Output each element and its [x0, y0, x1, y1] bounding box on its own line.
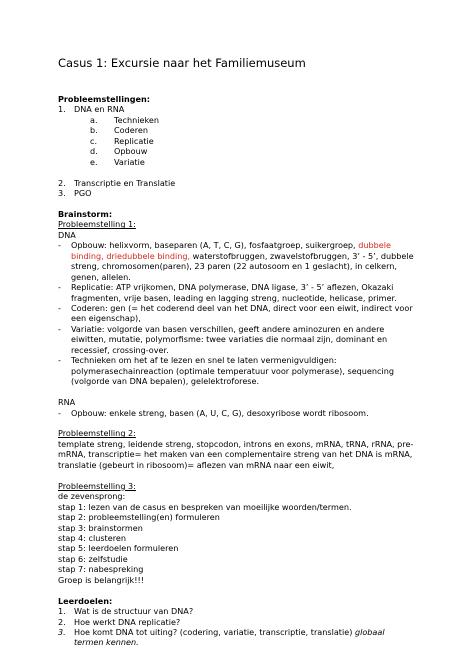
bullet-text: Opbouw: enkele streng, basen (A, U, C, G), desoxyribose wordt ribosoom.: [71, 407, 369, 418]
document-body: [58, 94, 418, 648]
step-line: stap 7: nabespreking: [58, 564, 144, 575]
step-line: Groep is belangrijk!!!: [58, 574, 144, 585]
sub-list-item: [58, 157, 418, 167]
list-text: Transcriptie en Translatie: [74, 177, 176, 188]
sub-list-item: [58, 136, 418, 146]
list-text: DNA en RNA: [74, 104, 125, 115]
list-number: 2.: [58, 616, 66, 627]
list-item: [58, 188, 418, 198]
list-item: [58, 606, 418, 616]
opbouw-text-start: Opbouw: helixvorm, baseparen (A, T, C, G), fosfaatgroep, suikergroep,: [71, 240, 359, 251]
sub-text: Variatie: [114, 156, 145, 167]
leerdoel-3-text: Hoe komt DNA tot uiting? (codering, variatie, transcriptie, translatie): [74, 627, 355, 638]
bullet-dash: -: [58, 282, 61, 293]
opbouw-text-end: waterstofbruggen, zwavelstofbruggen, 3’ - 5’, dubbele streng, chromosomen(paren), 23 paren (22 autosoom en 1 geslacht), in celkern, genen, allelen.: [71, 250, 414, 282]
bullet-dash: -: [58, 323, 61, 334]
list-number: 1.: [58, 104, 66, 115]
sub-letter: b.: [90, 125, 98, 136]
step-line: stap 6: zelfstudie: [58, 553, 128, 564]
step-line: de zevensprong:: [58, 491, 126, 502]
list-item: [58, 617, 418, 627]
probleemstelling-1-label: Probleemstelling 1:: [58, 219, 136, 230]
step-line: stap 5: leerdoelen formuleren: [58, 543, 179, 554]
bullet-item: [58, 355, 418, 386]
bullet-text: Technieken om het af te lezen en snel te laten vermenigvuldigen: polymerasechainreaction (optimale temperatuur voor polymerase), sequencing (volgorde van DNA bepalen), gelelektroforese.: [71, 355, 395, 387]
sub-letter: c.: [90, 135, 98, 146]
probleemstelling-2-label: Probleemstelling 2:: [58, 428, 136, 439]
brainstorm-heading: Brainstorm:: [58, 208, 113, 219]
probleemstellingen-heading: Probleemstellingen:: [58, 94, 151, 104]
list-number: 3.: [58, 627, 66, 638]
document-title: Casus 1: Excursie naar het Familiemuseum: [58, 56, 306, 70]
sub-letter: a.: [90, 114, 98, 125]
bullet-dash: -: [58, 240, 61, 251]
bullet-item: [58, 282, 418, 303]
step-line: stap 1: lezen van de casus en bespreken van moeilijke woorden/termen.: [58, 501, 352, 512]
bullet-text: Coderen: gen (= het coderend deel van het DNA, direct voor een eiwit, indirect voor een eigenschap),: [71, 303, 413, 324]
list-number: 2.: [58, 177, 66, 188]
list-item: [58, 178, 418, 188]
list-text: Wat is de structuur van DNA?: [74, 606, 194, 617]
list-item: [58, 104, 418, 114]
bullet-item: [58, 408, 418, 418]
leerdoel-3-italic: globaal termen kennen.: [74, 627, 385, 648]
bullet-text: [71, 240, 418, 282]
sub-text: Technieken: [114, 114, 159, 125]
step-line: stap 4: clusteren: [58, 532, 126, 543]
leerdoelen-heading: Leerdoelen:: [58, 595, 113, 606]
sub-list-item: [58, 125, 418, 135]
rna-label: RNA: [58, 397, 76, 408]
list-text: Hoe werkt DNA replicatie?: [74, 616, 181, 627]
opbouw-highlight: dubbele binding, driedubbele binding,: [71, 240, 391, 261]
sub-text: Opbouw: [114, 146, 148, 157]
probleemstelling-3-label: Probleemstelling 3:: [58, 480, 136, 491]
step-line: stap 2: probleemstelling(en) formuleren: [58, 512, 220, 523]
sub-text: Replicatie: [114, 135, 154, 146]
dna-label: DNA: [58, 229, 76, 240]
bullet-dash: -: [58, 303, 61, 314]
list-number: 1.: [58, 606, 66, 617]
sub-letter: e.: [90, 156, 98, 167]
list-item: [58, 627, 418, 648]
probleemstelling-2-text: template streng, leidende streng, stopcodon, introns en exons, mRNA, tRNA, rRNA, pre-mRNA, transcriptie= het maken van een complementaire streng van het DNA is mRNA, translatie (gebeurt in ribosoom)= aflezen van mRNA naar een eiwit,: [58, 438, 414, 470]
bullet-text: Replicatie: ATP vrijkomen, DNA polymerase, DNA ligase, 3’ - 5’ aflezen, Okazaki fragmenten, vrije basen, leading en lagging streng, nucleotide, helicase, primer.: [71, 282, 397, 303]
bullet-dash: -: [58, 407, 61, 418]
bullet-item: [58, 303, 418, 324]
list-text: PGO: [74, 188, 92, 199]
list-text: [74, 627, 404, 648]
list-number: 3.: [58, 188, 66, 199]
step-line: stap 3: brainstormen: [58, 522, 143, 533]
sub-letter: d.: [90, 146, 98, 157]
bullet-text: Variatie: volgorde van basen verschillen, geeft andere aminozuren en andere eiwitten, mutatie, polymorfisme: twee variaties die normaal zijn, dominant en recessief, crossing-over.: [71, 323, 388, 355]
sub-list-item: [58, 115, 418, 125]
bullet-item: [58, 240, 418, 282]
sub-list-item: [58, 146, 418, 156]
sub-text: Coderen: [114, 125, 148, 136]
bullet-dash: -: [58, 355, 61, 366]
bullet-item: [58, 324, 418, 355]
